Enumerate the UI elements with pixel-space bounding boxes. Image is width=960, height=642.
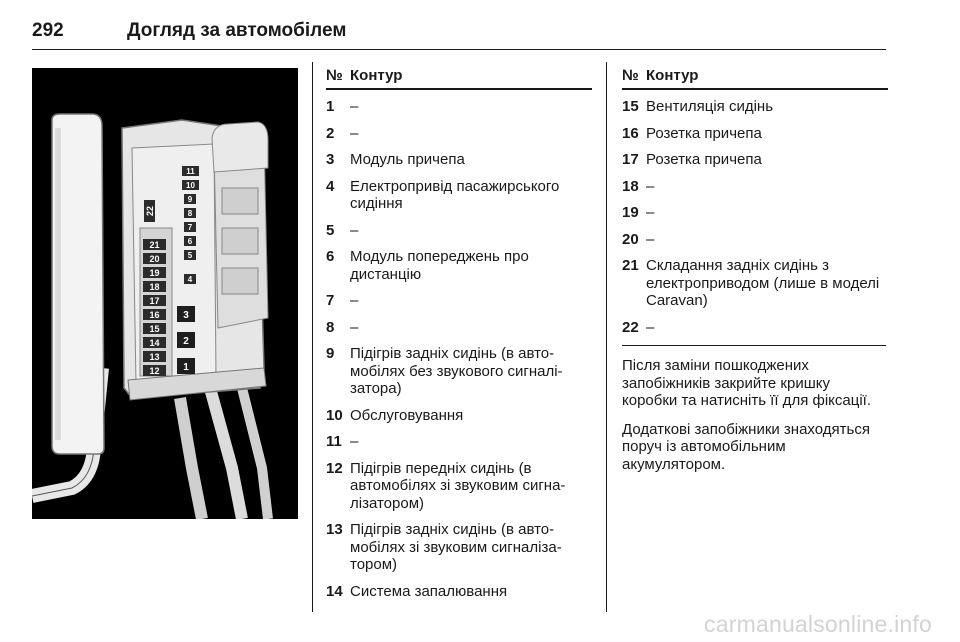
circuit-name: Підігрів задніх сидінь (в автомобілях без звукового сигналізатора)	[350, 345, 563, 397]
fuse-number: 2	[326, 124, 335, 142]
fuse-label-11: 11	[186, 167, 195, 176]
col-no-header: №	[326, 67, 343, 84]
fuse-number: 9	[326, 345, 335, 362]
fuse-number: 22	[622, 318, 639, 336]
fuse-label-14: 14	[149, 338, 160, 348]
circuit-name: Електропривід пасажирського сидіння	[350, 177, 560, 212]
circuit-name: Обслуговування	[350, 406, 464, 424]
table-row	[326, 151, 592, 169]
col-circuit-header: Контур	[646, 67, 699, 84]
fuse-label-6: 6	[187, 237, 193, 246]
fuse-number: 16	[622, 124, 639, 142]
table-header	[326, 66, 592, 90]
fuse-label-2: 2	[183, 336, 189, 347]
fuse-label-19: 19	[149, 268, 160, 278]
fuse-number: 20	[622, 230, 639, 248]
table-row	[326, 98, 592, 116]
fuse-label-22: 22	[145, 205, 155, 217]
circuit-name: Розетка причепа	[646, 124, 762, 142]
column-divider-right	[606, 62, 607, 612]
fuse-number: 13	[326, 521, 343, 538]
table-row	[326, 583, 592, 601]
page-title: Догляд за автомобілем	[127, 20, 347, 41]
table-row	[326, 521, 592, 574]
col-circuit-header: Контур	[350, 67, 403, 84]
fuse-number: 8	[326, 318, 335, 336]
circuit-name: –	[350, 124, 359, 142]
fuse-number: 4	[326, 177, 335, 195]
table-row	[326, 178, 592, 213]
table-row	[622, 98, 888, 116]
fuse-label-3: 3	[183, 310, 189, 321]
fuse-number: 11	[326, 433, 342, 450]
table-row	[326, 248, 592, 283]
circuit-name: Модуль причепа	[350, 151, 465, 168]
table-row	[326, 292, 592, 310]
fuse-number: 12	[326, 459, 343, 477]
table-row	[622, 319, 888, 337]
circuit-name: –	[350, 221, 359, 239]
fuse-number: 6	[326, 248, 335, 265]
circuit-name: –	[646, 318, 655, 336]
circuit-name: Вентиляція сидінь	[646, 98, 774, 115]
table-end-rule	[622, 345, 886, 346]
fuse-label-8: 8	[187, 209, 193, 218]
circuit-name: Підігрів задніх сидінь (в автомобілях зі звуковим сигналізатором)	[350, 521, 562, 573]
circuit-name: Підігрів передніх сидінь (в автомобілях зі звуковим сигналізатором)	[350, 459, 566, 512]
circuit-name: Модуль попереджень про дистанцію	[350, 248, 529, 283]
fuse-label-9: 9	[187, 195, 193, 204]
table-row	[622, 151, 888, 169]
fuse-number: 14	[326, 582, 343, 600]
table-row	[326, 222, 592, 240]
circuit-name: –	[350, 433, 359, 450]
instruction-paragraph: Після заміни пошкоджених запобіжників закрийте кришку коробки та натисніть її для фіксації.	[622, 357, 871, 409]
fuse-number: 7	[326, 292, 335, 309]
fuse-number: 19	[622, 204, 639, 221]
fuse-label-17: 17	[149, 296, 160, 306]
fuse-number: 1	[326, 98, 335, 115]
table-header	[622, 66, 888, 90]
page-header	[32, 8, 886, 50]
table-row	[622, 178, 888, 196]
table-row	[622, 125, 888, 143]
table-row	[622, 204, 888, 222]
circuit-name: Система запалювання	[350, 582, 508, 600]
fuse-number: 21	[622, 257, 639, 274]
table-row	[622, 231, 888, 249]
fuse-number: 15	[622, 98, 639, 115]
additional-fuses-paragraph: Додаткові запобіжники знаходяться поруч із автомобільним акумулятором.	[622, 420, 870, 473]
circuit-name: –	[350, 318, 359, 336]
table-row	[326, 460, 592, 513]
column-divider-left	[312, 62, 313, 612]
page-number: 292	[32, 20, 64, 41]
circuit-name: Розетка причепа	[646, 151, 762, 168]
fuse-number: 10	[326, 406, 343, 424]
fuse-number: 5	[326, 221, 335, 239]
fuse-label-5: 5	[187, 251, 193, 260]
table-row	[326, 433, 592, 451]
table-row	[326, 345, 592, 398]
fuse-label-1: 1	[183, 362, 189, 373]
fuse-table-right	[622, 66, 888, 473]
fuse-label-13: 13	[149, 352, 160, 362]
fuse-label-21: 21	[149, 240, 160, 250]
circuit-name: –	[350, 98, 359, 115]
circuit-name: –	[350, 292, 359, 309]
circuit-name: –	[646, 204, 655, 221]
circuit-name: –	[646, 177, 655, 195]
fuse-box-figure	[32, 68, 298, 519]
fuse-label-20: 20	[149, 254, 160, 264]
col-no-header: №	[622, 67, 639, 84]
table-row	[622, 257, 888, 310]
fuse-label-10: 10	[186, 181, 195, 190]
watermark: carmanualsonline.info	[704, 611, 932, 637]
fuse-label-16: 16	[149, 310, 160, 320]
circuit-name: –	[646, 230, 655, 248]
fuse-number: 17	[622, 151, 639, 168]
fuse-label-18: 18	[149, 282, 160, 292]
fuse-label-12: 12	[149, 366, 160, 376]
fuse-label-7: 7	[187, 223, 193, 232]
header-rule	[32, 49, 886, 50]
table-row	[326, 407, 592, 425]
table-row	[326, 125, 592, 143]
fuse-number: 18	[622, 177, 639, 195]
fuse-box-illustration	[32, 68, 298, 519]
fuse-label-15: 15	[149, 324, 160, 334]
fuse-table-left	[326, 66, 592, 600]
table-row	[326, 319, 592, 337]
circuit-name: Складання задніх сидінь з електроприводом (лише в моделі Caravan)	[646, 257, 880, 309]
fuse-number: 3	[326, 151, 335, 168]
fuse-label-4: 4	[187, 275, 193, 284]
